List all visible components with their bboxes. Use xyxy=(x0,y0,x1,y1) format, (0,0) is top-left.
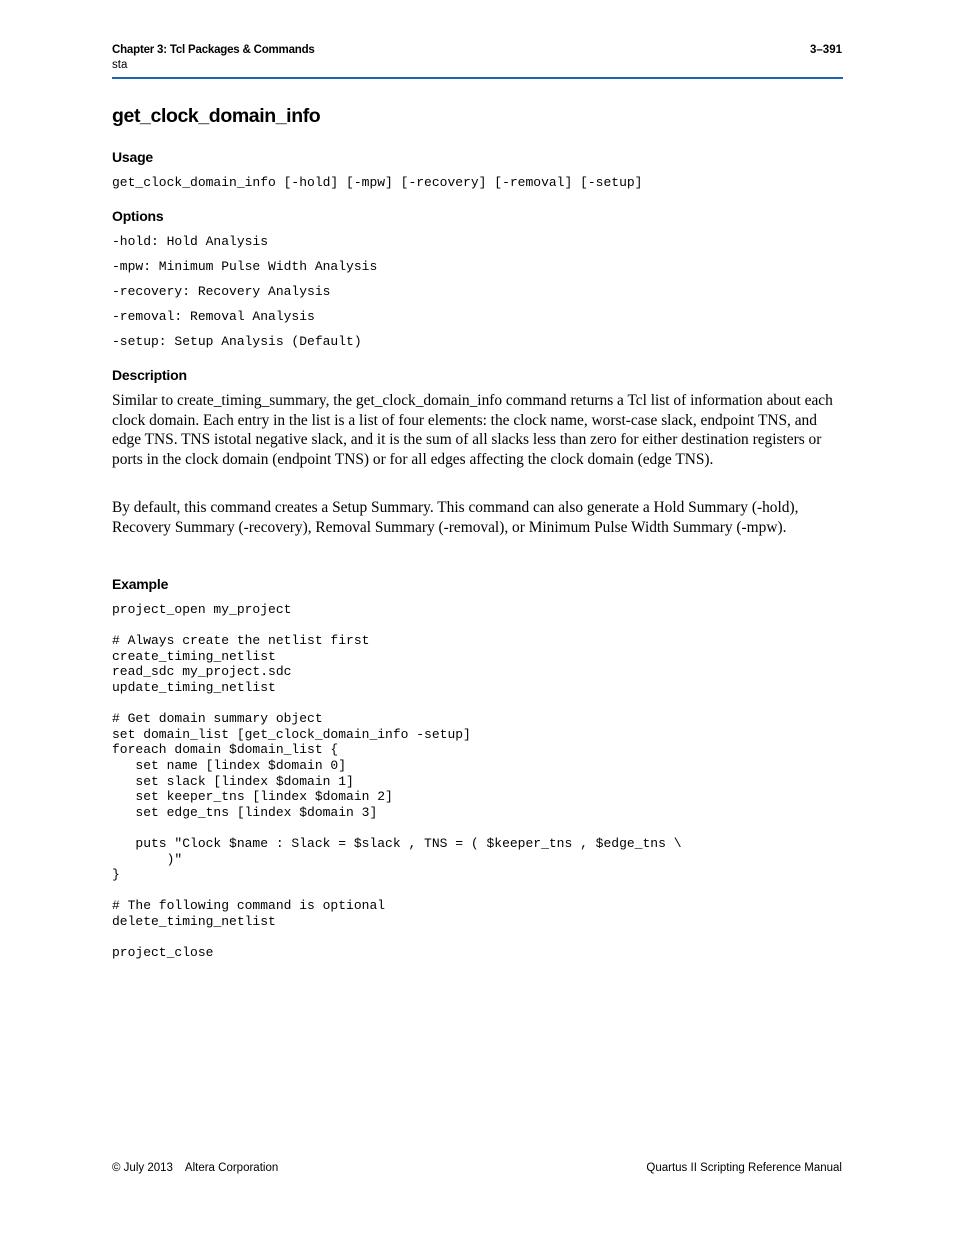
page-number: 3–391 xyxy=(810,44,842,56)
option-setup: -setup: Setup Analysis (Default) xyxy=(112,334,362,349)
option-recovery: -recovery: Recovery Analysis xyxy=(112,284,331,299)
description-paragraph-1: Similar to create_timing_summary, the get_clock_domain_info command returns a Tcl list of information about each clock domain. Each entry in the list is a list of four elements: the clock name, worst-case slack, endpoint TNS, and edge TNS. TNS istotal negative slack, and it is the sum of all slacks less than zero for either destination registers or ports in the clock domain (endpoint TNS) or for all edges affecting the clock domain (edge TNS). xyxy=(112,392,833,468)
page-title: get_clock_domain_info xyxy=(112,105,321,127)
options-heading: Options xyxy=(112,208,164,224)
footer-left xyxy=(112,1162,278,1174)
footer-company: Altera Corporation xyxy=(184,1162,279,1174)
usage-syntax: get_clock_domain_info [-hold] [-mpw] [-recovery] [-removal] [-setup] xyxy=(112,175,643,190)
description-heading: Description xyxy=(112,367,187,383)
chapter-title: Chapter 3: Tcl Packages & Commands xyxy=(112,44,315,56)
running-header xyxy=(112,43,315,73)
footer-manual-title: Quartus II Scripting Reference Manual xyxy=(646,1162,842,1174)
example-code: project_open my_project # Always create the netlist first create_timing_netlist read_sdc my_project.sdc update_timing_netlist # Get domain summary object set domain_list [get_clock_domain_info -setup] foreach domain $domain_list { set name [lindex $domain 0] set slack [lindex $domain 1] set keeper_tns [lindex $domain 2] set edge_tns [lindex $domain 3] puts "Clock $name : Slack = $slack , TNS = ( $keeper_tns , $edge_tns \ )" } # The following command is optional delete_timing_netlist project_close xyxy=(112,602,682,961)
description-paragraph-2: By default, this command creates a Setup Summary. This command can also generate a Hold Summary (-hold), Recovery Summary (-recovery), Removal Summary (-removal), or Minimum Pulse Width Summary (-mpw). xyxy=(112,499,799,536)
option-hold: -hold: Hold Analysis xyxy=(112,234,269,249)
usage-heading: Usage xyxy=(112,149,154,165)
option-removal: -removal: Removal Analysis xyxy=(112,309,315,324)
section-name: sta xyxy=(112,59,128,71)
header-divider xyxy=(112,77,843,79)
example-heading: Example xyxy=(112,576,169,592)
option-mpw: -mpw: Minimum Pulse Width Analysis xyxy=(112,259,378,274)
footer-copyright: © July 2013 xyxy=(112,1162,173,1174)
